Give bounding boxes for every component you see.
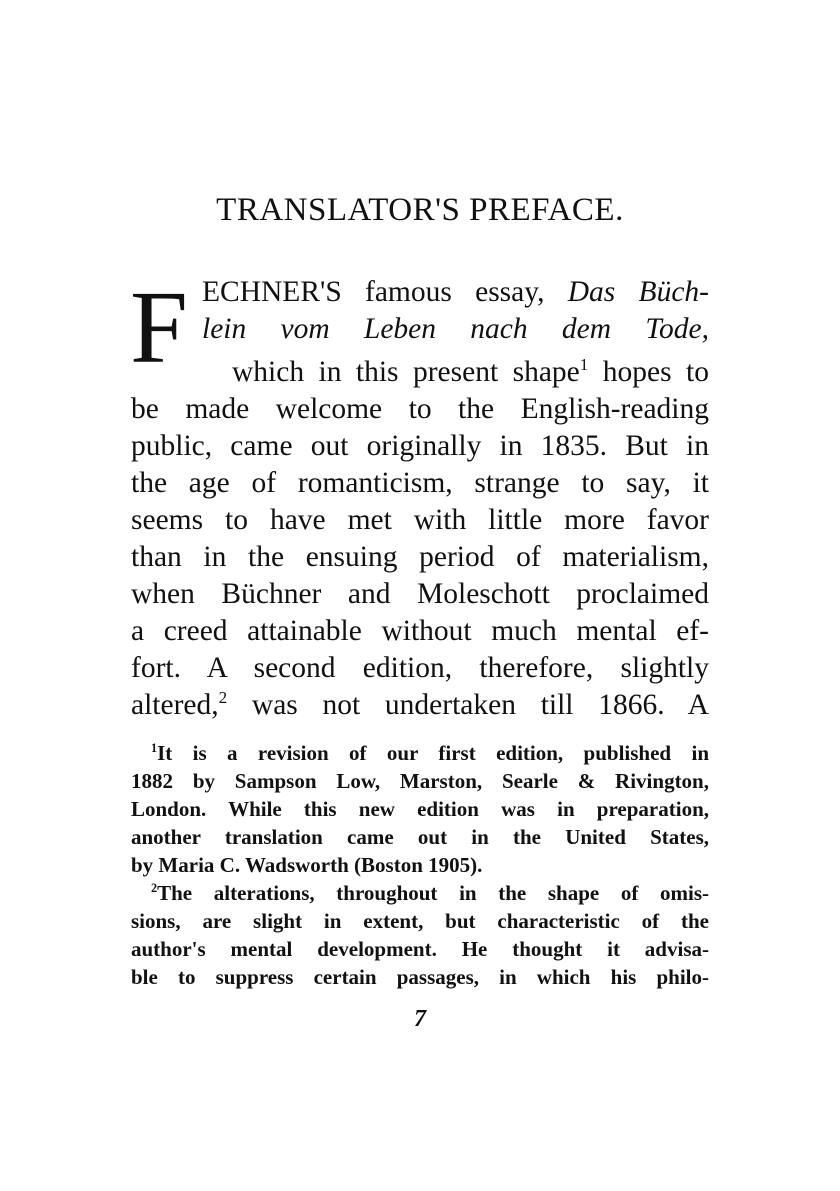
footnote-line: author's mental development. He thought it advisa- [131, 937, 709, 961]
body-line: the age of romanticism, strange to say, it [131, 467, 709, 499]
footnote-line: $^1$It is a revision of our first edition, published in [151, 741, 709, 765]
footnote-line: 1882 by Sampson Low, Marston, Searle & Rivington, [131, 769, 709, 793]
footnote-marker: 1 [151, 741, 158, 755]
footnote-ref: 1 [579, 355, 589, 375]
body-line: than in the ensuing period of materialism, [131, 541, 709, 573]
footnote-line: sions, are slight in extent, but characteristic of the [131, 909, 709, 933]
footnote-line: ble to suppress certain passages, in which his philo- [131, 965, 709, 989]
footnote-ref: 2 [218, 688, 228, 708]
footnote-line: another translation came out in the United States, [131, 825, 709, 849]
footnote-line: $^2$The alterations, throughout in the shape of omis- [151, 881, 709, 905]
body-line: altered,$^2$ was not undertaken till 1866. A [131, 688, 709, 721]
body-line: a creed attainable without much mental ef- [131, 615, 709, 647]
drop-cap: F [130, 270, 188, 385]
body-line: seems to have met with little more favor [131, 504, 709, 536]
body-line: when Büchner and Moleschott proclaimed [131, 578, 709, 610]
footnote-line: London. While this new edition was in preparation, [131, 797, 709, 821]
body-line: public, came out originally in 1835. But in [131, 430, 709, 462]
body-line: fort. A second edition, therefore, slightly [131, 652, 709, 684]
footnote-marker: 2 [151, 881, 158, 895]
body-line: be made welcome to the English-reading [131, 393, 709, 425]
page-title: TRANSLATOR'S PREFACE. [216, 192, 624, 228]
body-line: which in this present shape$^1$ hopes to [232, 355, 709, 388]
footnote-line: by Maria C. Wadsworth (Boston 1905). [131, 853, 483, 877]
page-number: 7 [414, 1006, 426, 1032]
body-line: lein vom Leben nach dem Tode, [202, 313, 709, 345]
body-line: ECHNER'S famous essay, Das Büch- [202, 276, 709, 308]
